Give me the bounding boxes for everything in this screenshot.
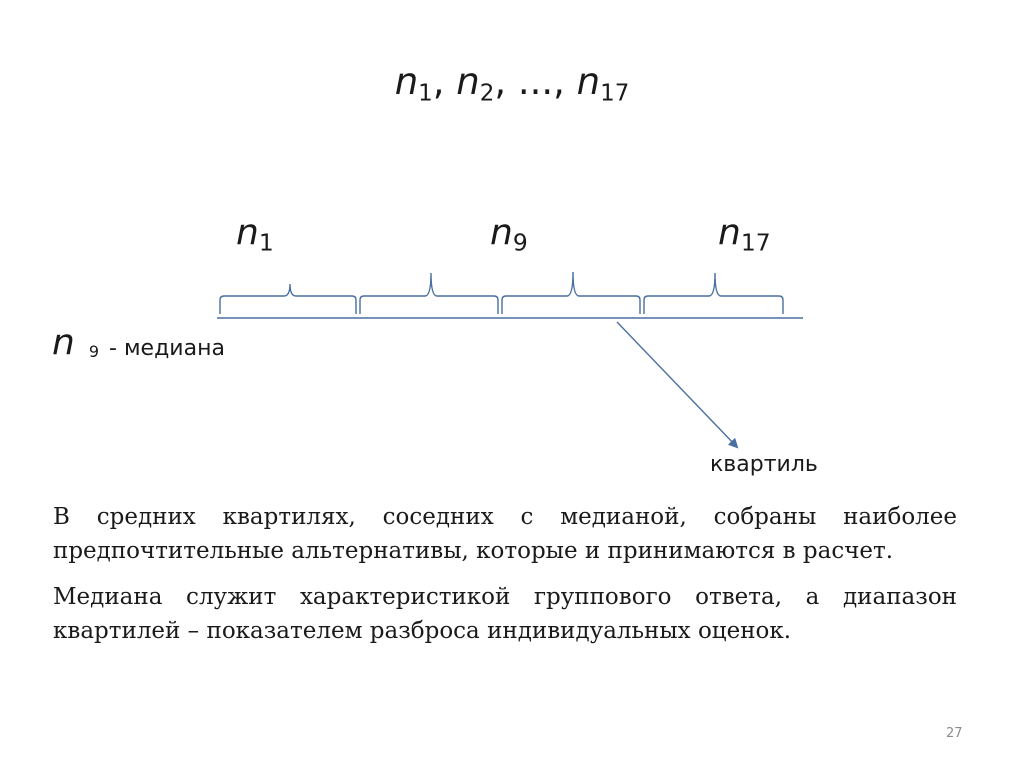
quartile-label: квартиль bbox=[710, 452, 818, 477]
paragraph-1: В средних квартилях, соседних с медианой, собраны наиболее предпочтительные альтернативы, которые и принимаются в расчет. bbox=[53, 504, 957, 564]
median-n: n bbox=[52, 322, 75, 363]
brace-4 bbox=[644, 273, 783, 314]
brace-1 bbox=[220, 284, 356, 314]
title-n1: n bbox=[394, 60, 419, 103]
title-n2-sub: 2 bbox=[479, 80, 495, 107]
median-sub: 9 bbox=[88, 342, 100, 362]
label-n17-sub: 17 bbox=[740, 228, 771, 257]
brace-2 bbox=[360, 273, 498, 314]
page-number: 27 bbox=[946, 726, 963, 741]
median-text: - медиана bbox=[109, 336, 225, 362]
label-n17-base: n bbox=[718, 212, 741, 253]
brace-3 bbox=[502, 272, 640, 314]
title-n17-sub: 17 bbox=[600, 80, 630, 107]
median-label bbox=[52, 322, 225, 363]
title-n2: n bbox=[456, 60, 480, 103]
paragraph-2: Медиана служит характеристикой группового ответа, а диапазон квартилей – показателем разброса индивидуальных оценок. bbox=[53, 584, 957, 644]
label-n1-base: n bbox=[236, 212, 259, 253]
title-n17: n bbox=[576, 60, 601, 103]
title-n1-sub: 1 bbox=[418, 80, 433, 107]
title-sep1: , bbox=[432, 60, 457, 103]
title-sep2: , ..., bbox=[494, 60, 577, 103]
label-n9-base: n bbox=[490, 212, 513, 253]
arrow-to-quartile bbox=[617, 322, 737, 447]
label-n1-sub: 1 bbox=[258, 228, 274, 257]
label-n9-sub: 9 bbox=[512, 228, 528, 257]
